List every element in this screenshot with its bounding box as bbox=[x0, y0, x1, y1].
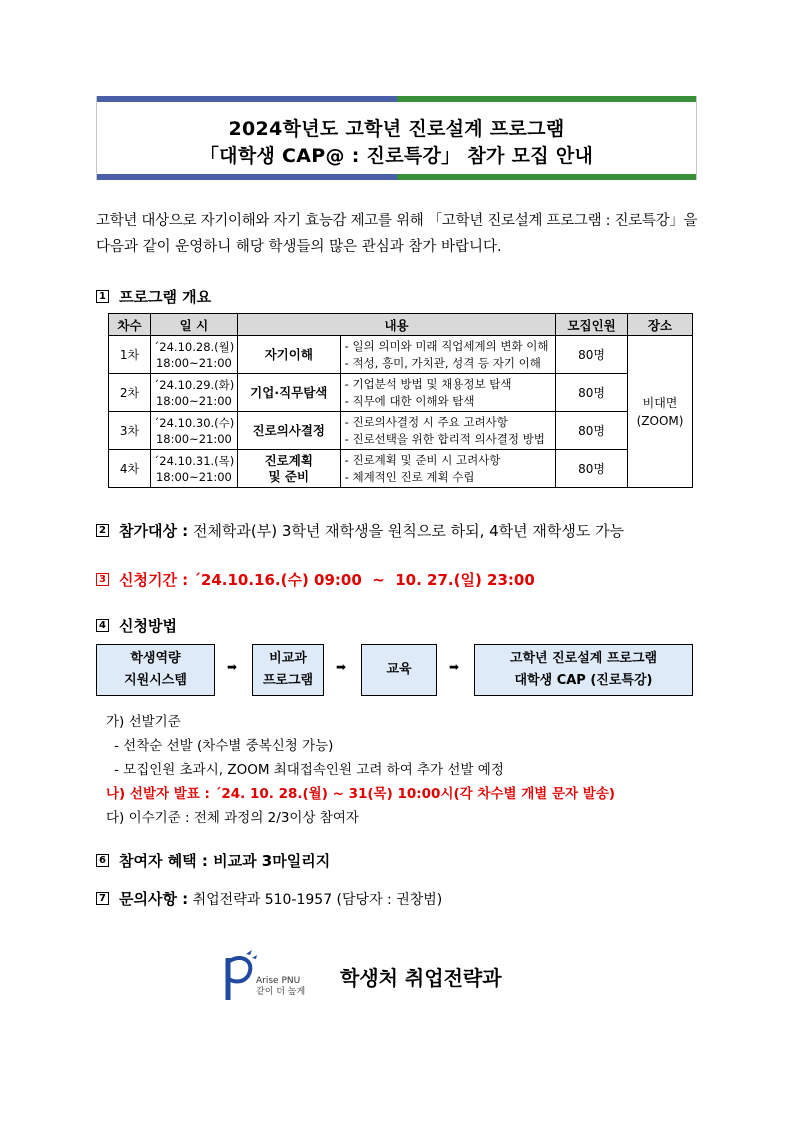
capacity-cell: 80명 bbox=[556, 412, 628, 450]
selection-criteria-item: - 선착순 선발 (차수별 중복신청 가능) bbox=[114, 738, 334, 754]
section-number: 1 bbox=[96, 290, 109, 303]
flow-step-line: 교육 bbox=[386, 662, 412, 677]
section-title: 프로그램 개요 bbox=[119, 288, 212, 306]
date-text: ´24.10.30.(수) bbox=[153, 415, 235, 430]
header-content: 내용 bbox=[237, 314, 555, 336]
flow-step bbox=[252, 644, 324, 696]
announcement-notice: 나) 선발자 발표 : ´24. 10. 28.(월) ~ 31(목) 10:00시(각 차수별 개별 문자 발송) bbox=[106, 786, 616, 802]
section-application-period bbox=[96, 569, 535, 590]
location-text: 비대면 bbox=[642, 395, 678, 410]
content-line: - 체계적인 진로 계획 수립 bbox=[344, 469, 475, 484]
time-text: 18:00~21:00 bbox=[155, 355, 232, 370]
flow-step bbox=[474, 644, 693, 696]
time-text: 18:00~21:00 bbox=[155, 469, 232, 484]
date-cell bbox=[150, 374, 237, 412]
content-cell bbox=[340, 412, 556, 450]
flow-step-line: 프로그램 bbox=[262, 673, 314, 688]
section-number: 4 bbox=[96, 619, 109, 632]
date-text: ´24.10.29.(화) bbox=[153, 377, 235, 392]
section-program-overview bbox=[96, 286, 211, 307]
selection-criteria-heading: 가) 선발기준 bbox=[106, 714, 181, 730]
section-eligibility bbox=[96, 520, 624, 541]
topic-cell bbox=[237, 374, 340, 412]
location-cell bbox=[628, 336, 693, 488]
content-line: - 진로의사결정 시 주요 고려사항 bbox=[344, 414, 508, 429]
section-title: 신청기간 : ´24.10.16.(수) 09:00 ~ 10. 27.(일) 23:00 bbox=[119, 571, 535, 589]
table-row bbox=[109, 374, 693, 412]
section-inquiry bbox=[96, 888, 442, 909]
date-cell bbox=[150, 450, 237, 488]
date-text: ´24.10.28.(월) bbox=[153, 339, 235, 354]
arrow-right-icon: ➡ bbox=[336, 660, 347, 674]
pnu-logo bbox=[220, 948, 330, 1004]
capacity-cell: 80명 bbox=[556, 336, 628, 374]
header-location: 장소 bbox=[628, 314, 693, 336]
section-text: 취업전략과 510-1957 (담당자 : 권창범) bbox=[188, 891, 443, 908]
title-line-1: 2024학년도 고학년 진로설계 프로그램 bbox=[228, 118, 565, 140]
table-row bbox=[109, 336, 693, 374]
content-cell bbox=[340, 374, 556, 412]
title-bottom-bar bbox=[97, 174, 696, 180]
logo-tagline bbox=[256, 976, 305, 998]
section-title: 참여자 혜택 : 비교과 3마일리지 bbox=[119, 852, 331, 870]
topic-cell bbox=[237, 336, 340, 374]
time-text: 18:00~21:00 bbox=[155, 393, 232, 408]
header-round: 차수 bbox=[109, 314, 151, 336]
department-name: 학생처 취업전략과 bbox=[340, 966, 502, 990]
location-text: (ZOOM) bbox=[636, 413, 684, 428]
header-capacity: 모집인원 bbox=[556, 314, 628, 336]
flow-step-line: 대학생 CAP (진로특강) bbox=[514, 673, 653, 688]
intro-line-2: 다음과 같이 운영하니 해당 학생들의 많은 관심과 참가 바랍니다. bbox=[96, 239, 502, 255]
topic-text: 자기이해 bbox=[264, 346, 313, 362]
selection-criteria-item: - 모집인원 초과시, ZOOM 최대접속인원 고려 하여 추가 선발 예정 bbox=[114, 762, 504, 778]
capacity-cell: 80명 bbox=[556, 450, 628, 488]
round-cell: 1차 bbox=[109, 336, 151, 374]
flow-step-line: 비교과 bbox=[269, 651, 307, 666]
section-text: 전체학과(부) 3학년 재학생을 원칙으로 하되, 4학년 재학생도 가능 bbox=[188, 522, 625, 540]
section-number: 6 bbox=[96, 854, 109, 867]
table-header-row bbox=[109, 314, 693, 336]
topic-text: 진로의사결정 bbox=[252, 422, 325, 438]
completion-criteria: 다) 이수기준 : 전체 과정의 2/3이상 참여자 bbox=[106, 810, 359, 826]
flow-step-line: 학생역량 bbox=[130, 651, 181, 666]
content-line: - 적성, 흥미, 가치관, 성격 등 자기 이해 bbox=[344, 355, 541, 370]
intro-paragraph bbox=[96, 208, 701, 260]
arrow-right-icon: ➡ bbox=[227, 660, 238, 674]
logo-text: Arise PNU bbox=[256, 976, 301, 986]
section-number: 7 bbox=[96, 892, 109, 905]
section-benefit bbox=[96, 850, 330, 871]
round-cell: 4차 bbox=[109, 450, 151, 488]
table-row bbox=[109, 450, 693, 488]
title-top-bar bbox=[97, 96, 696, 102]
content-line: - 기업분석 방법 및 채용정보 탐색 bbox=[344, 376, 512, 391]
title-box bbox=[96, 96, 697, 180]
date-cell bbox=[150, 336, 237, 374]
topic-cell bbox=[237, 412, 340, 450]
header-datetime: 일 시 bbox=[150, 314, 237, 336]
section-number: 3 bbox=[96, 573, 109, 586]
table-row bbox=[109, 412, 693, 450]
title-line-2: 「대학생 CAP@ : 진로특강」 참가 모집 안내 bbox=[199, 145, 594, 167]
section-number: 2 bbox=[96, 524, 109, 537]
content-line: - 직무에 대한 이해와 탐색 bbox=[344, 393, 475, 408]
section-title: 참가대상 : bbox=[119, 522, 189, 540]
pnu-logo-icon bbox=[220, 948, 260, 1004]
topic-text: 및 준비 bbox=[268, 468, 310, 484]
content-line: - 일의 의미와 미래 직업세계의 변화 이해 bbox=[344, 338, 549, 353]
intro-line-1: 고학년 대상으로 자기이해와 자기 효능감 제고를 위해 「고학년 진로설계 프로그램 : 진로특강」을 bbox=[96, 213, 698, 229]
topic-cell bbox=[237, 450, 340, 488]
program-table bbox=[108, 313, 693, 488]
content-cell bbox=[340, 450, 556, 488]
topic-text: 기업·직무탐색 bbox=[250, 384, 328, 400]
section-application-method bbox=[96, 615, 177, 636]
content-cell bbox=[340, 336, 556, 374]
date-text: ´24.10.31.(목) bbox=[153, 453, 235, 468]
content-line: - 진로선택을 위한 합리적 의사결정 방법 bbox=[344, 431, 545, 446]
section-title: 문의사항 : bbox=[119, 890, 189, 908]
flow-step bbox=[361, 644, 437, 696]
time-text: 18:00~21:00 bbox=[155, 431, 232, 446]
logo-subtext: 같이 더 높게 bbox=[256, 987, 306, 997]
date-cell bbox=[150, 412, 237, 450]
topic-text: 진로계획 bbox=[264, 452, 313, 468]
flow-step-line: 고학년 진로설계 프로그램 bbox=[509, 651, 658, 666]
round-cell: 3차 bbox=[109, 412, 151, 450]
section-title: 신청방법 bbox=[119, 617, 177, 635]
flow-step-line: 지원시스템 bbox=[124, 673, 187, 688]
content-line: - 진로계획 및 준비 시 고려사항 bbox=[344, 452, 501, 467]
round-cell: 2차 bbox=[109, 374, 151, 412]
capacity-cell: 80명 bbox=[556, 374, 628, 412]
flow-step bbox=[96, 644, 215, 696]
arrow-right-icon: ➡ bbox=[449, 660, 460, 674]
